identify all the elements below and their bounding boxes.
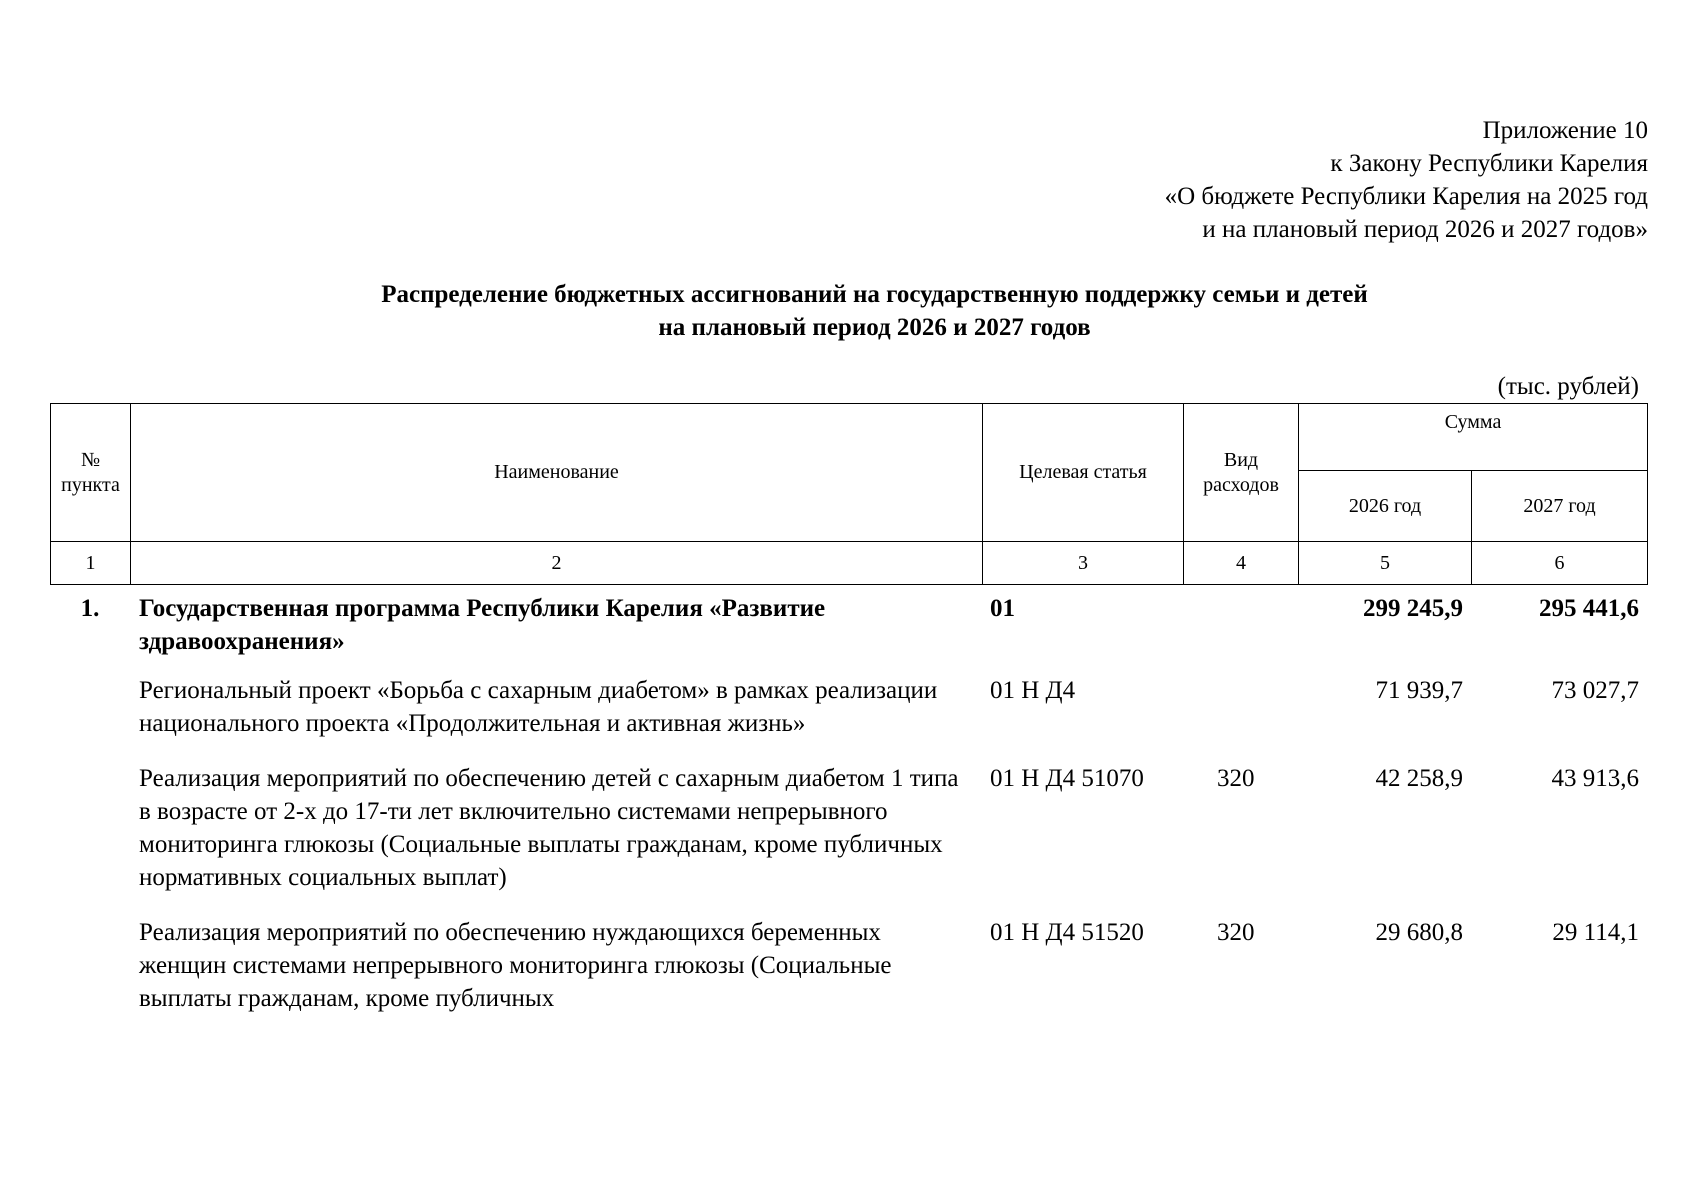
row-2026: 29 680,8 [1375,919,1463,946]
table-body [50,592,1647,1015]
row-2027: 73 027,7 [1551,677,1639,704]
header-2027: 2027 год [1472,471,1648,542]
row-kind: 320 [1217,919,1255,946]
row-kind [1183,592,1298,674]
row-2027: 29 114,1 [1552,919,1639,946]
colnum-1: 1 [51,542,131,585]
row-2026: 299 245,9 [1363,595,1463,622]
row-num: 1. [80,595,100,622]
row-target: 01 [990,595,1015,622]
appendix-law-title: «О бюджете Республики Карелия на 2025 год [1164,183,1648,210]
row-name: Государственная программа Республики Карелия «Развитие здравоохранения» [139,595,826,655]
header-num-word: пункта [61,473,120,496]
header-kind-line-1: Вид [1223,448,1259,471]
colnum-4: 4 [1184,542,1299,585]
header-num-symbol: № [80,448,101,471]
row-num [50,674,130,762]
row-num [50,916,130,1015]
appendix-header [1165,114,1648,246]
row-name: Реализация мероприятий по обеспечению нуждающихся беременных женщин системами непрерывного мониторинга глюкозы (Социальные выплаты гражданам, кроме публичных [139,919,892,1012]
header-num [51,404,131,542]
header-name: Наименование [131,404,983,542]
header-target: Целевая статья [983,404,1184,542]
row-target: 01 Н Д4 [990,677,1076,704]
table-row [50,916,1647,1015]
header-kind-line-2: расходов [1203,473,1279,496]
appendix-law-period: и на плановый период 2026 и 2027 годов» [1202,216,1648,243]
row-num [50,762,130,916]
row-2027: 295 441,6 [1539,595,1639,622]
row-name: Реализация мероприятий по обеспечению детей с сахарным диабетом 1 типа в возрасте от 2-х до 17-ти лет включительно системами непрерывного мониторинга глюкозы (Социальные выплаты гражданам, кроме публичных нормативных социальных выплат) [139,765,959,891]
header-kind [1184,404,1299,542]
row-name: Региональный проект «Борьба с сахарным диабетом» в рамках реализации национального проекта «Продолжительная и активная жизнь» [139,677,938,737]
header-2026: 2026 год [1299,471,1472,542]
document-title-line-2: на плановый период 2026 и 2027 годов [658,314,1091,341]
appendix-law-ref: к Закону Республики Карелия [1330,150,1648,177]
colnum-5: 5 [1299,542,1472,585]
table-row [50,674,1647,762]
row-target: 01 Н Д4 51070 [990,765,1144,792]
row-2026: 42 258,9 [1375,765,1463,792]
document-title [0,278,1697,344]
appendix-number: Приложение 10 [1482,117,1648,144]
row-2027: 43 913,6 [1551,765,1639,792]
header-sum: Сумма [1299,404,1648,471]
row-kind [1183,674,1298,762]
colnum-3: 3 [983,542,1184,585]
table-row [50,592,1647,674]
colnum-6: 6 [1472,542,1648,585]
units-label: (тыс. рублей) [1497,373,1639,400]
row-target: 01 Н Д4 51520 [990,919,1144,946]
table-row [50,762,1647,916]
row-2026: 71 939,7 [1375,677,1463,704]
document-title-line-1: Распределение бюджетных ассигнований на государственную поддержку семьи и детей [381,281,1368,308]
table-header [50,403,1648,585]
row-kind: 320 [1217,765,1255,792]
colnum-2: 2 [131,542,983,585]
